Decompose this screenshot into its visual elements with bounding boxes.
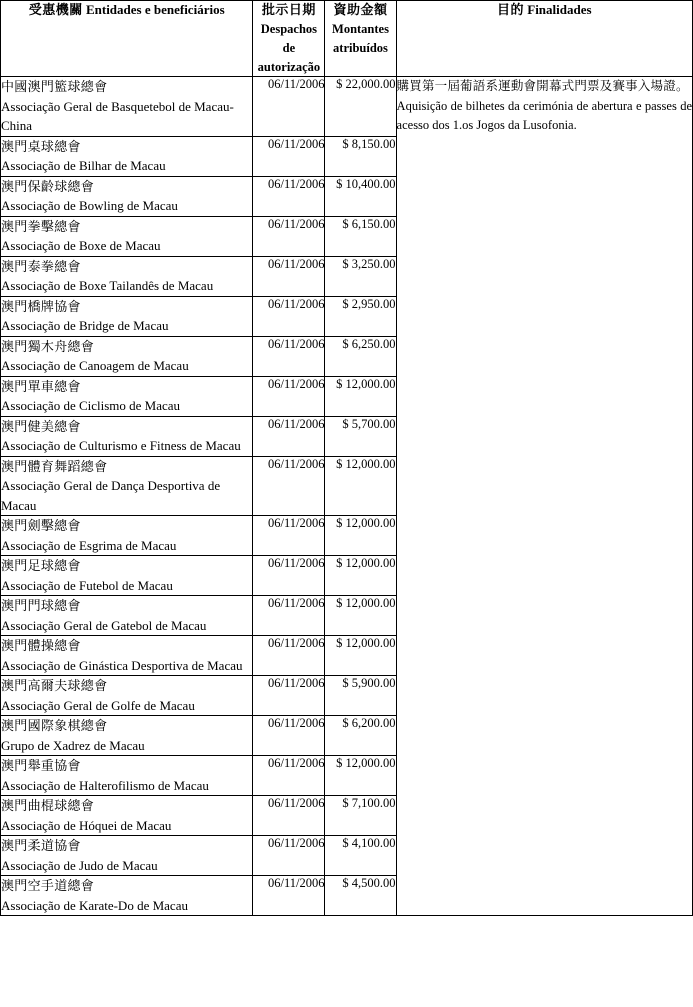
entity-name-pt: Associação de Hóquei de Macau xyxy=(1,817,172,833)
cell-entity xyxy=(1,256,253,296)
cell-date: 06/11/2006 xyxy=(253,596,325,636)
cell-entity xyxy=(1,756,253,796)
entity-name-cn: 澳門柔道協會 xyxy=(1,838,81,854)
cell-date: 06/11/2006 xyxy=(253,456,325,516)
entity-name-pt: Associação de Canoagem de Macau xyxy=(1,358,189,374)
cell-date: 06/11/2006 xyxy=(253,836,325,876)
cell-entity xyxy=(1,636,253,676)
entity-name-cn: 澳門體操總會 xyxy=(1,638,81,654)
column-header-purpose xyxy=(396,1,692,77)
entity-name-pt: Associação de Boxe Tailandês de Macau xyxy=(1,278,214,294)
cell-date: 06/11/2006 xyxy=(253,336,325,376)
cell-entity xyxy=(1,556,253,596)
column-header-amount xyxy=(325,1,396,77)
column-header-entities xyxy=(1,1,253,77)
cell-amount: $ 6,250.00 xyxy=(325,336,396,376)
entity-name-cn: 澳門國際象棋總會 xyxy=(1,718,108,734)
entity-name-pt: Grupo de Xadrez de Macau xyxy=(1,737,145,753)
cell-date: 06/11/2006 xyxy=(253,556,325,596)
entity-name-cn: 澳門舉重協會 xyxy=(1,758,81,774)
column-header-purpose-cn: 目的 xyxy=(496,2,524,17)
entity-name-cn: 澳門劍擊總會 xyxy=(1,518,81,534)
cell-date: 06/11/2006 xyxy=(253,876,325,916)
entity-name-cn: 中國澳門籃球總會 xyxy=(1,79,108,95)
cell-amount: $ 12,000.00 xyxy=(325,596,396,636)
column-header-date-pt: Despachos de autorização xyxy=(257,21,321,74)
cell-amount: $ 6,150.00 xyxy=(325,216,396,256)
column-header-entities-pt: Entidades e beneficiários xyxy=(85,2,225,17)
column-header-purpose-pt: Finalidades xyxy=(527,2,592,17)
cell-date: 06/11/2006 xyxy=(253,77,325,137)
entity-name-cn: 澳門橋牌協會 xyxy=(1,298,81,314)
cell-date: 06/11/2006 xyxy=(253,756,325,796)
entity-name-cn: 澳門桌球總會 xyxy=(1,138,81,154)
cell-entity xyxy=(1,77,253,137)
cell-amount: $ 22,000.00 xyxy=(325,77,396,137)
cell-date: 06/11/2006 xyxy=(253,176,325,216)
cell-entity xyxy=(1,716,253,756)
cell-date: 06/11/2006 xyxy=(253,636,325,676)
cell-date: 06/11/2006 xyxy=(253,516,325,556)
entity-name-cn: 澳門門球總會 xyxy=(1,598,81,614)
cell-entity xyxy=(1,336,253,376)
entity-name-pt: Associação de Ginástica Desportiva de Macau xyxy=(1,657,243,673)
entity-name-cn: 澳門保齡球總會 xyxy=(1,178,95,194)
cell-amount: $ 3,250.00 xyxy=(325,256,396,296)
cell-entity xyxy=(1,296,253,336)
cell-entity xyxy=(1,176,253,216)
entity-name-cn: 澳門健美總會 xyxy=(1,418,81,434)
cell-amount: $ 12,000.00 xyxy=(325,636,396,676)
cell-date: 06/11/2006 xyxy=(253,216,325,256)
cell-entity xyxy=(1,376,253,416)
entity-name-pt: Associação Geral de Dança Desportiva de Macau xyxy=(1,478,221,513)
purpose-text-cn: 購買第一屆葡語系運動會開幕式門票及賽事入場證。 xyxy=(396,79,689,94)
entity-name-pt: Associação de Esgrima de Macau xyxy=(1,537,177,553)
entity-name-pt: Associação de Bridge de Macau xyxy=(1,318,169,334)
cell-entity xyxy=(1,596,253,636)
cell-entity xyxy=(1,836,253,876)
cell-amount: $ 10,400.00 xyxy=(325,176,396,216)
column-header-amount-pt: Montantes atribuídos xyxy=(332,21,389,55)
table-header-row xyxy=(1,1,693,77)
entity-name-cn: 澳門空手道總會 xyxy=(1,878,95,894)
entity-name-cn: 澳門足球總會 xyxy=(1,558,81,574)
entity-name-cn: 澳門體育舞蹈總會 xyxy=(1,458,108,474)
cell-purpose xyxy=(396,77,692,916)
cell-date: 06/11/2006 xyxy=(253,376,325,416)
cell-date: 06/11/2006 xyxy=(253,296,325,336)
entity-name-pt: Associação de Bilhar de Macau xyxy=(1,158,166,174)
cell-date: 06/11/2006 xyxy=(253,716,325,756)
cell-amount: $ 12,000.00 xyxy=(325,556,396,596)
entity-name-cn: 澳門曲棍球總會 xyxy=(1,798,95,814)
entity-name-pt: Associação de Bowling de Macau xyxy=(1,198,178,214)
purpose-text-pt: Aquisição de bilhetes da cerimónia de abertura e passes de acesso dos 1.os Jogos da Lusofonia. xyxy=(396,98,692,133)
cell-entity xyxy=(1,516,253,556)
cell-entity xyxy=(1,676,253,716)
cell-entity xyxy=(1,796,253,836)
cell-date: 06/11/2006 xyxy=(253,676,325,716)
cell-entity xyxy=(1,216,253,256)
cell-amount: $ 4,100.00 xyxy=(325,836,396,876)
cell-amount: $ 5,700.00 xyxy=(325,416,396,456)
entity-name-cn: 澳門單車總會 xyxy=(1,378,81,394)
cell-date: 06/11/2006 xyxy=(253,136,325,176)
cell-amount: $ 12,000.00 xyxy=(325,756,396,796)
cell-date: 06/11/2006 xyxy=(253,256,325,296)
entity-name-pt: Associação Geral de Golfe de Macau xyxy=(1,697,195,713)
entity-name-pt: Associação de Halterofilismo de Macau xyxy=(1,777,209,793)
cell-amount: $ 12,000.00 xyxy=(325,376,396,416)
cell-amount: $ 12,000.00 xyxy=(325,456,396,516)
cell-amount: $ 2,950.00 xyxy=(325,296,396,336)
cell-entity xyxy=(1,456,253,516)
cell-amount: $ 4,500.00 xyxy=(325,876,396,916)
entity-name-pt: Associação de Boxe de Macau xyxy=(1,238,161,254)
cell-amount: $ 8,150.00 xyxy=(325,136,396,176)
cell-entity xyxy=(1,416,253,456)
table-row xyxy=(1,77,693,137)
cell-amount: $ 12,000.00 xyxy=(325,516,396,556)
cell-amount: $ 6,200.00 xyxy=(325,716,396,756)
cell-amount: $ 7,100.00 xyxy=(325,796,396,836)
cell-amount: $ 5,900.00 xyxy=(325,676,396,716)
entity-name-pt: Associação de Ciclismo de Macau xyxy=(1,398,181,414)
entity-name-cn: 澳門高爾夫球總會 xyxy=(1,678,108,694)
cell-entity xyxy=(1,136,253,176)
column-header-date xyxy=(253,1,325,77)
entity-name-cn: 澳門泰拳總會 xyxy=(1,258,81,274)
entity-name-pt: Associação de Karate-Do de Macau xyxy=(1,897,188,913)
entity-name-pt: Associação de Judo de Macau xyxy=(1,857,158,873)
cell-date: 06/11/2006 xyxy=(253,796,325,836)
table-body xyxy=(1,77,693,916)
entity-name-cn: 澳門拳擊總會 xyxy=(1,218,81,234)
entity-name-pt: Associação Geral de Basquetebol de Macau-China xyxy=(1,98,234,134)
cell-entity xyxy=(1,876,253,916)
cell-date: 06/11/2006 xyxy=(253,416,325,456)
entity-name-pt: Associação de Futebol de Macau xyxy=(1,577,173,593)
entity-name-cn: 澳門獨木舟總會 xyxy=(1,338,95,354)
column-header-amount-cn: 資助金額 xyxy=(333,2,388,17)
column-header-entities-cn: 受惠機關 xyxy=(28,2,83,17)
entity-name-pt: Associação Geral de Gatebol de Macau xyxy=(1,617,207,633)
entity-name-pt: Associação de Culturismo e Fitness de Macau xyxy=(1,438,241,454)
column-header-date-cn: 批示日期 xyxy=(261,2,316,17)
